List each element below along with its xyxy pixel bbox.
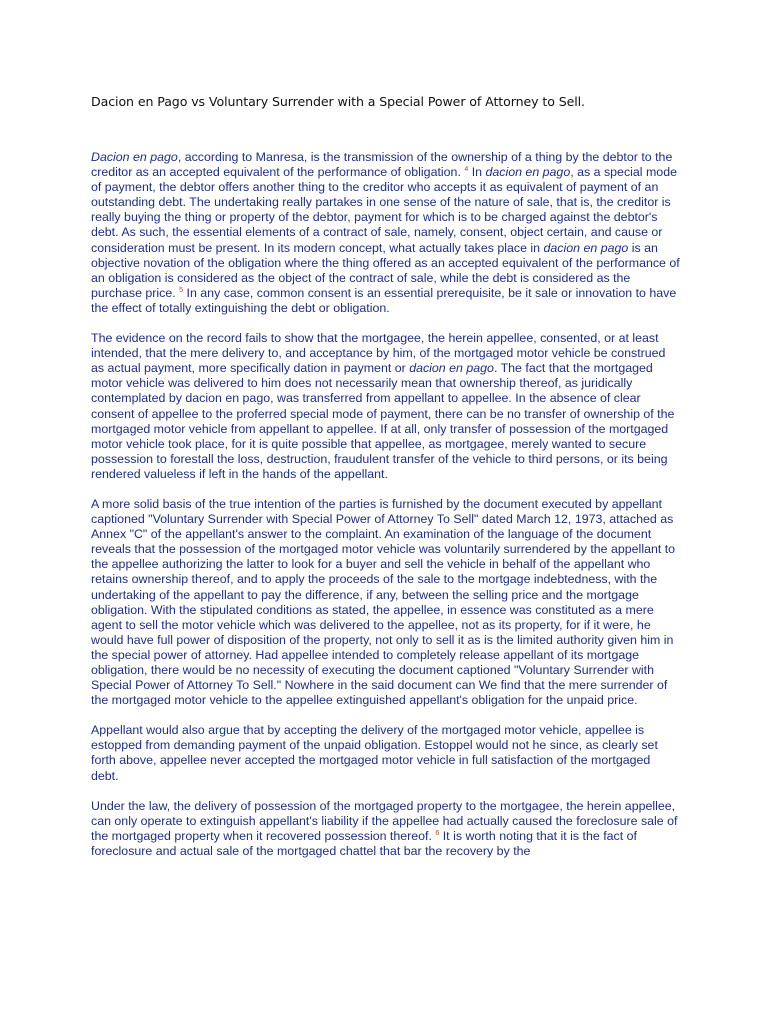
paragraph-estoppel: Appellant would also argue that by accepting the delivery of the mortgaged motor vehicle, appellee is estopped from demanding payment of the unpaid obligation. Estoppel would not he since, as clearly set forth above, appellee never accepted the mortgaged motor vehicle in full satisfaction of the mortgaged debt. bbox=[91, 723, 658, 783]
document-title: Dacion en Pago vs Voluntary Surrender with a Special Power of Attorney to Sell. bbox=[91, 94, 585, 109]
footnote-marker[interactable]: 6 bbox=[435, 829, 440, 837]
paragraph-evidence bbox=[91, 331, 681, 482]
italic-term: dacion en pago bbox=[543, 240, 629, 255]
italic-term: dacion en pago bbox=[409, 361, 494, 376]
paragraph-voluntary-surrender: A more solid basis of the true intention of the parties is furnished by the document executed by appellant captioned "Voluntary Surrender with Special Power of Attorney To Sell" dated March 12, 1973, attached as Annex "C" of the appellant's answer to the complaint. An examination of the language of the document reveals that the possession of the mortgaged motor vehicle was voluntarily surrendered by the appellant to the appellee authorizing the latter to look for a buyer and sell the vehicle in behalf of the appellant who retains ownership thereof, and to apply the proceeds of the sale to the mortgage indebtedness, with the undertaking of the appellant to pay the difference, if any, between the selling price and the mortgage obligation. With the stipulated conditions as stated, the appellee, in essence was constituted as a mere agent to sell the motor vehicle which was delivered to the appellee, not as its property, for if it were, he would have full power of disposition of the property, not only to sell it as is the limited authority given him in the special power of attorney. Had appellee intended to completely release appellant of its mortgage obligation, there would be no necessity of executing the document captioned "Voluntary Surrender with Special Power of Attorney To Sell." Nowhere in the said document can We find that the mere surrender of the mortgaged motor vehicle to the appellee extinguished appellant's obligation for the unpaid price. bbox=[91, 496, 676, 708]
italic-term: Dacion en pago bbox=[91, 150, 178, 164]
paragraph-text: is an objective novation of the obligation where the thing offered as an accepted equivalent of the performance of an obligation is considered as the object of the contract of sale, while the debt is considered as the purchase price. bbox=[91, 240, 680, 300]
footnote-marker[interactable]: 4 bbox=[464, 165, 469, 173]
paragraph-text: In any case, common consent is an essential prerequisite, be it sale or innovation to have the effect of totally extinguishing the debt or obligation. bbox=[91, 285, 677, 315]
paragraph-text: , according to Manresa, is the transmission of the ownership of a thing by the debtor to the creditor as an accepted equivalent of the performance of obligation. bbox=[91, 150, 673, 180]
paragraph-text: It is worth noting that it is the fact of foreclosure and actual sale of the mortgaged chattel that bar the recovery by the bbox=[91, 828, 637, 858]
paragraph-dacion-definition bbox=[91, 150, 681, 316]
paragraph-text: The evidence on the record fails to show that the mortgagee, the herein appellee, consented, or at least intended, that the mere delivery to, and acceptance by him, of the mortgaged motor vehicle be construed as actual payment, more specifically dation in payment or bbox=[91, 331, 666, 376]
footnote-marker[interactable]: 5 bbox=[179, 286, 184, 294]
paragraph-text: . The fact that the mortgaged motor vehicle was delivered to him does not necessarily mean that ownership thereof, as juridically contemplated by dacion en pago, was transferred from appellant to appellee. In the absence of clear consent of appellee to the proferred special mode of payment, there can be no transfer of ownership of the mortgaged motor vehicle from appellant to appellee. If at all, only transfer of possession of the mortgaged motor vehicle took place, for it is quite possible that appellee, as mortgagee, merely wanted to secure possession to forestall the loss, destruction, fraudulent transfer of the vehicle to third persons, or its being rendered valueless if left in the hands of the appellant. bbox=[91, 361, 675, 481]
paragraph-text: , as a special mode of payment, the debtor offers another thing to the creditor who accepts it as equivalent of payment of an outstanding debt. The undertaking really partakes in one sense of the nature of sale, that is, the creditor is really buying the thing or property of the debtor, payment for which is to be charged against the debtor's debt. As such, the essential elements of a contract of sale, namely, consent, object certain, and cause or consideration must be present. In its modern concept, what actually takes place in bbox=[91, 165, 677, 255]
paragraph-under-the-law bbox=[91, 799, 681, 859]
paragraph-text: Under the law, the delivery of possession of the mortgaged property to the mortgagee, the herein appellee, can only operate to extinguish appellant's liability if the appellee had actually caused the foreclosure sale of the mortgaged property when it recovered possession thereof. bbox=[91, 798, 678, 843]
italic-term: dacion en pago bbox=[485, 165, 571, 180]
paragraph-text: In bbox=[468, 165, 486, 180]
document-body bbox=[91, 150, 681, 874]
